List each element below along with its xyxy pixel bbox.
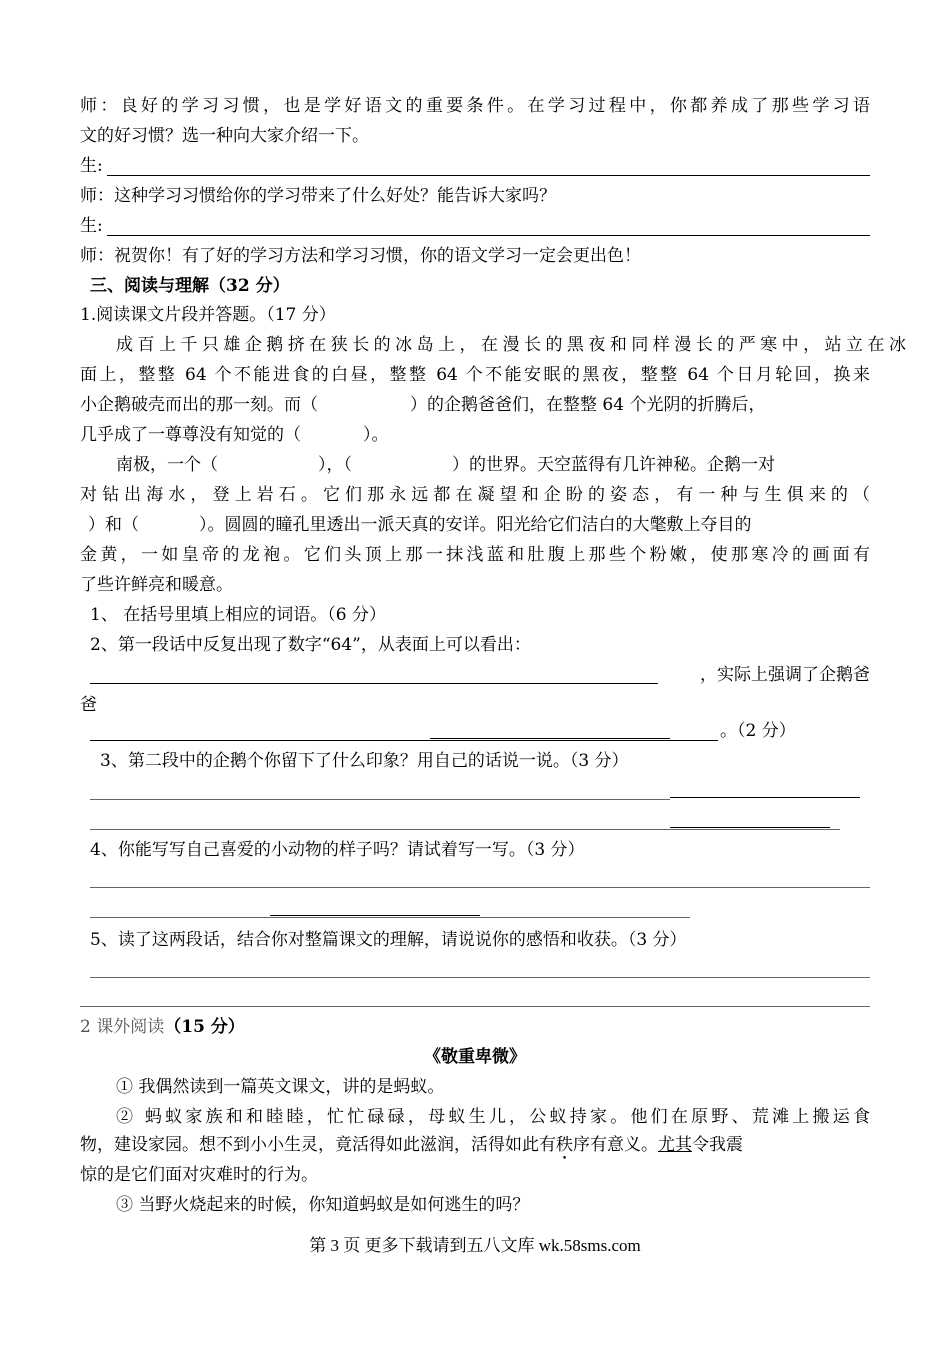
passage-1-line-3-b: ）的企鹅爸爸们，在整整 64 个光阴的折腾后， — [410, 395, 766, 415]
sub-question-3: 3、第二段中的企鹅个你留下了什么印象？用自己的话说一说。（3 分） — [100, 751, 629, 771]
answer-line-sq2-a[interactable] — [90, 683, 658, 684]
reading-2-para-3: ③ 当野火烧起来的时候，你知道蚂蚁是如何逃生的吗？ — [116, 1195, 530, 1215]
sub-question-5: 5、读了这两段话，结合你对整篇课文的理解，请说说你的感悟和收获。（3 分） — [90, 930, 687, 950]
passage-2-line-3 — [80, 510, 878, 540]
passage-1-line-3 — [80, 390, 870, 420]
student-label-1: 生: — [80, 156, 103, 176]
teacher-line-3: 师：祝贺你！有了好的学习方法和学习习惯，你的语文学习一定会更出色！ — [80, 246, 641, 266]
answer-line-1[interactable] — [107, 175, 870, 176]
passage-1-line-4 — [80, 420, 870, 450]
reading-2-para-2-line-2-e: 令我震 — [692, 1135, 743, 1155]
passage-2-line-3-b: ）。圆圆的瞳孔里透出一派天真的安详。阳光给它们洁白的大氅敷上夺目的 — [199, 515, 752, 535]
page-footer: 第 3 页 更多下载请到五八文库 wk.58sms.com — [309, 1236, 641, 1255]
answer-line-sq4-a[interactable] — [90, 887, 870, 888]
passage-2-line-1-b: ），（ — [318, 455, 352, 475]
sub-question-4: 4、你能写写自己喜爱的小动物的样子吗？请试着写一写。（3 分） — [90, 840, 585, 860]
sub-question-2-dad: 爸 — [80, 695, 97, 715]
reading-2-score: （15 分） — [164, 1017, 245, 1037]
sub-question-2-mid: ，实际上强调了企鹅爸 — [700, 665, 870, 685]
answer-line-sq4-b[interactable] — [90, 917, 690, 918]
passage-2-line-1-c: ）的世界。天空蓝得有几许神秘。企鹅一对 — [452, 455, 775, 475]
reading-2-para-2-line-2 — [80, 1130, 870, 1160]
passage-2-line-5: 了些许鲜亮和暖意。 — [80, 575, 233, 595]
reading-2-para-2-line-2-c: 序有意义。 — [573, 1135, 658, 1155]
teacher-line-1: 师：良好的学习习惯，也是学好语文的重要条件。在学习过程中，你都养成了那些学习语 — [80, 96, 870, 116]
answer-line-sq2-b-overlay — [430, 738, 670, 739]
answer-line-sq3-a[interactable] — [90, 799, 670, 800]
passage-1-line-3-a: 小企鹅破壳而出的那一刻。而（ — [80, 395, 318, 415]
passage-2-line-1 — [80, 450, 906, 480]
answer-line-sq3-b2[interactable] — [670, 827, 830, 828]
passage-1-line-4-b: ）。 — [363, 425, 389, 445]
section-divider — [80, 1006, 870, 1007]
question-1-title: 1.阅读课文片段并答题。（17 分） — [80, 305, 336, 325]
answer-line-sq2-b[interactable] — [90, 740, 718, 741]
reading-2-title: 《敬重卑微》 — [424, 1047, 526, 1067]
passage-2-line-4: 金黄，一如皇帝的龙袍。它们头顶上那一抹浅蓝和肚腹上那些个粉嫩，使那寒冷的画面有 — [80, 545, 870, 565]
reading-2-para-2-line-2-a: 物，建设家园。想不到小小生灵，竟活得如此滋润，活得如此有 — [80, 1135, 556, 1155]
sub-question-2-end: 。（2 分） — [720, 721, 796, 741]
passage-1-line-1: 成百上千只雄企鹅挤在狭长的冰岛上，在漫长的黑夜和同样漫长的严寒中，站立在冰 — [116, 335, 906, 355]
reading-2-label: 2 课外阅读 — [80, 1017, 165, 1037]
passage-2-line-2: 对钻出海水，登上岩石。它们那永远都在凝望和企盼的姿态，有一种与生俱来的（ — [80, 485, 870, 505]
teacher-line-1-cont: 文的好习惯？选一种向大家介绍一下。 — [80, 126, 369, 146]
underlined-word: 尤其 — [658, 1135, 692, 1155]
section-heading: 三、阅读与理解（32 分） — [90, 276, 290, 296]
answer-line-sq4-b2[interactable] — [270, 915, 480, 916]
sub-question-2: 2、第一段话中反复出现了数字“64”，从表面上可以看出： — [90, 635, 531, 655]
reading-2-heading — [80, 1012, 870, 1042]
teacher-line-2: 师：这种学习习惯给你的学习带来了什么好处？能告诉大家吗？ — [80, 186, 556, 206]
reading-2-para-2-line-3: 惊的是它们面对灾难时的行为。 — [80, 1165, 318, 1185]
reading-2-para-2-line-1: ② 蚂蚁家族和和睦睦，忙忙碌碌，母蚁生儿，公蚁持家。他们在原野、荒滩上搬运食 — [116, 1107, 870, 1127]
passage-1-line-4-a: 几乎成了一尊尊没有知觉的（ — [80, 425, 301, 445]
answer-line-sq3-b[interactable] — [90, 829, 840, 830]
answer-line-sq5[interactable] — [90, 977, 870, 978]
reading-2-para-1: ① 我偶然读到一篇英文课文，讲的是蚂蚁。 — [116, 1077, 445, 1097]
emphasis-dot-char: 秩 — [556, 1135, 573, 1155]
passage-2-line-3-a: ）和（ — [88, 515, 139, 535]
student-label-2: 生: — [80, 216, 103, 236]
answer-line-2[interactable] — [107, 235, 870, 236]
passage-2-line-1-a: 南极，一个（ — [116, 455, 218, 475]
passage-1-line-2: 面上，整整 64 个不能进食的白昼，整整 64 个不能安眠的黑夜，整整 64 个日月轮回，换来 — [80, 365, 870, 385]
sub-question-1: 1、 在括号里填上相应的词语。（6 分） — [90, 605, 386, 625]
answer-line-sq3-a2[interactable] — [670, 797, 860, 798]
